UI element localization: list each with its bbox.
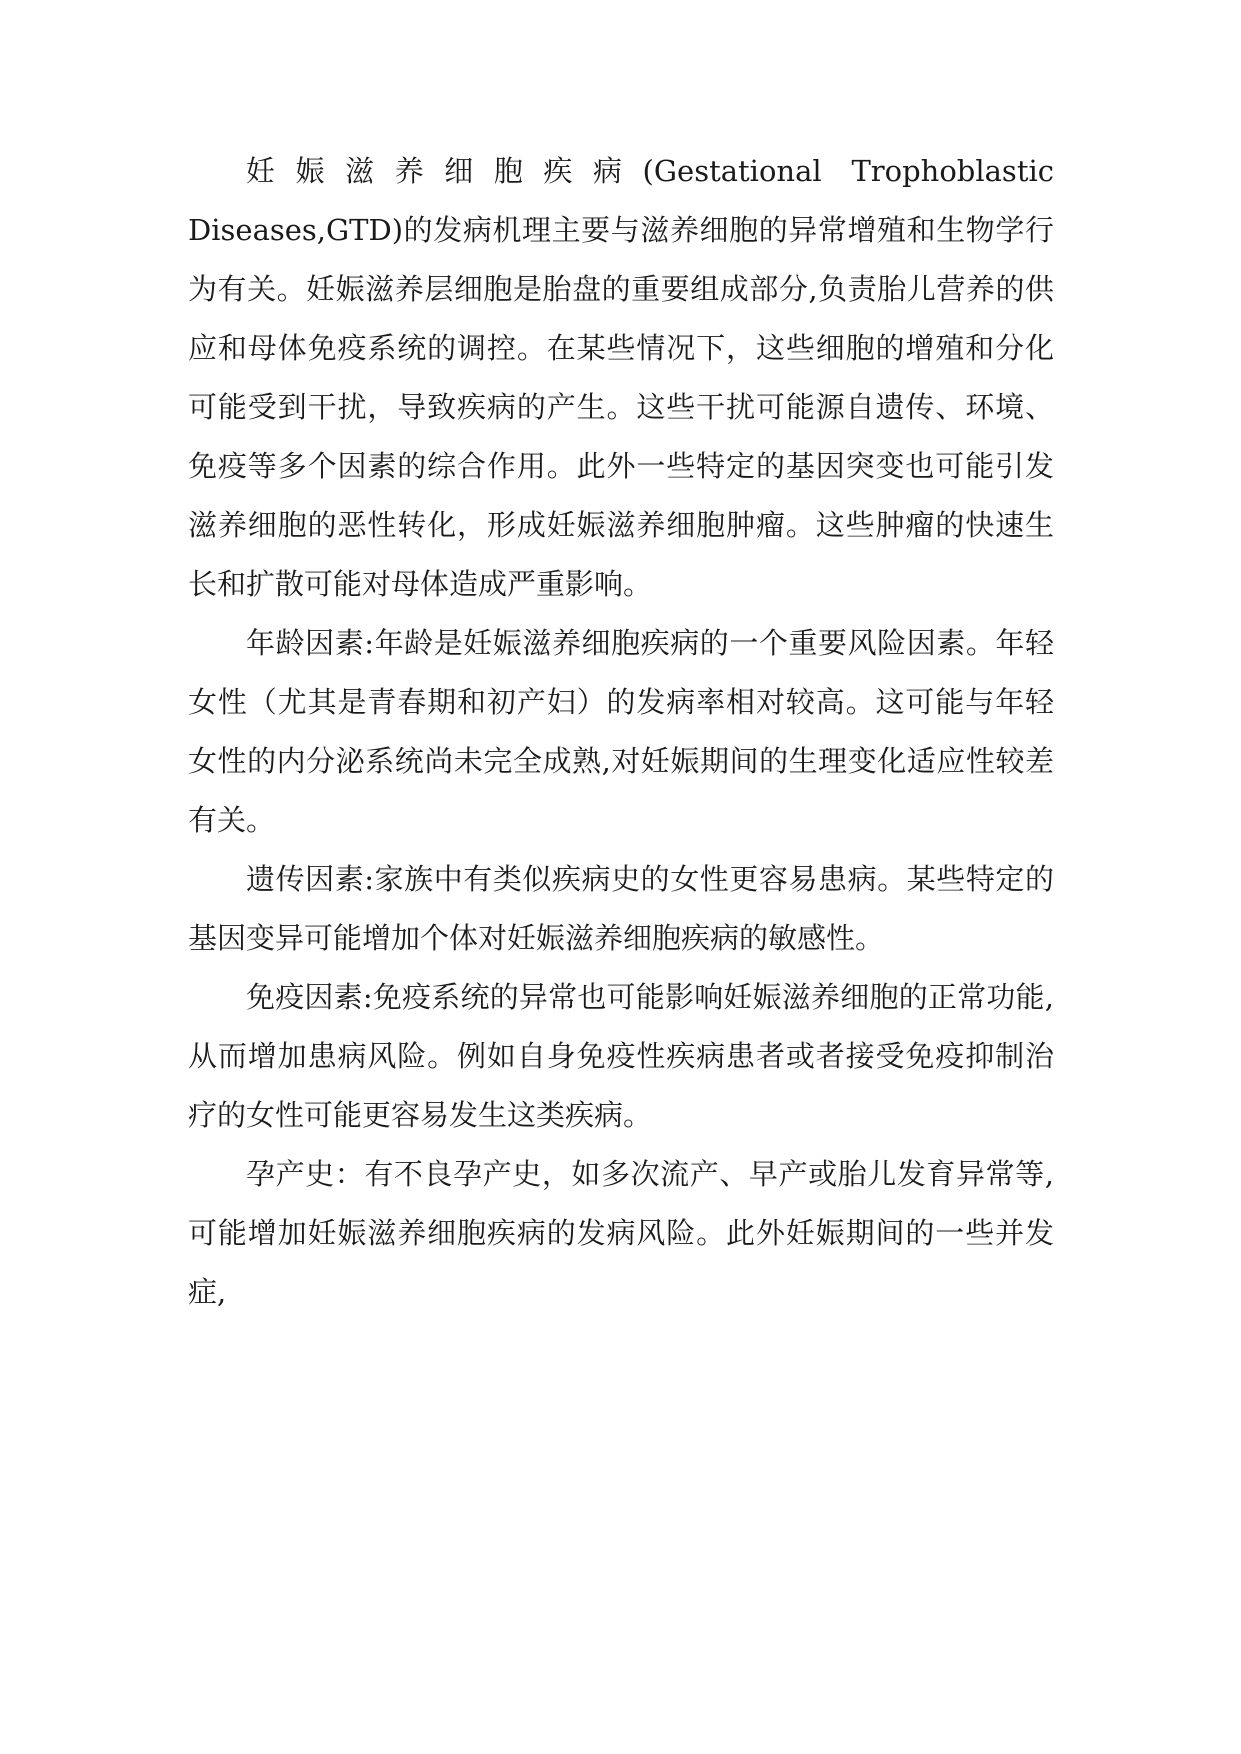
paragraph-age-factor: 年龄因素:年龄是妊娠滋养细胞疾病的一个重要风险因素。年轻女性（尤其是青春期和初产妇）的发病率相对较高。这可能与年轻女性的内分泌系统尚未完全成熟,对妊娠期间的生理变化适应性较差有关。 — [188, 626, 1054, 837]
paragraph-gtd-mechanism: 妊娠滋养细胞疾病(Gestational Trophoblastic Diseases,GTD)的发病机理主要与滋养细胞的异常增殖和生物学行为有关。妊娠滋养层细胞是胎盘的重要组成部分,负责胎儿营养的供应和母体免疫系统的调控。在某些情况下，这些细胞的增殖和分化可能受到干扰，导致疾病的产生。这些干扰可能源自遗传、环境、免疫等多个因素的综合作用。此外一些特定的基因突变也可能引发滋养细胞的恶性转化，形成妊娠滋养细胞肿瘤。这些肿瘤的快速生长和扩散可能对母体造成严重影响。 — [188, 154, 1054, 601]
document-body — [188, 142, 1054, 1322]
paragraph-genetic-factor: 遗传因素:家族中有类似疾病史的女性更容易患病。某些特定的基因变异可能增加个体对妊娠滋养细胞疾病的敏感性。 — [188, 862, 1054, 955]
paragraph-pregnancy-history: 孕产史：有不良孕产史，如多次流产、早产或胎儿发育异常等,可能增加妊娠滋养细胞疾病的发病风险。此外妊娠期间的一些并发症, — [188, 1157, 1054, 1309]
paragraph-immune-factor: 免疫因素:免疫系统的异常也可能影响妊娠滋养细胞的正常功能,从而增加患病风险。例如自身免疫性疾病患者或者接受免疫抑制治疗的女性可能更容易发生这类疾病。 — [188, 980, 1054, 1132]
